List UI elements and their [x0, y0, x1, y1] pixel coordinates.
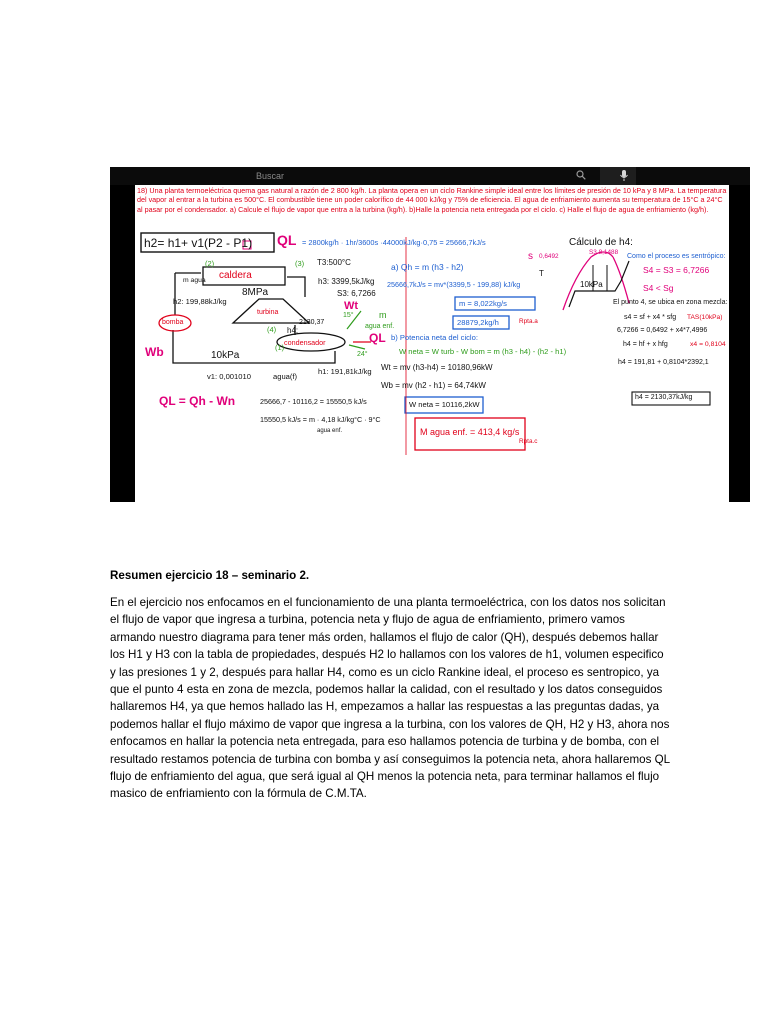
whiteboard [135, 185, 729, 502]
microphone-icon[interactable] [618, 169, 630, 182]
bomba-label: bomba [162, 319, 184, 326]
rpta-c-label: Rpta.c [519, 438, 538, 445]
state-4-label: (4) [267, 325, 277, 334]
h4-formula: h4 = hf + x hfg [623, 341, 668, 348]
mass-units: agua enf. [317, 428, 343, 434]
x4-value: x4 = 0,8104 [690, 341, 726, 348]
wb-calculation: Wb = mv (h2 - h1) = 64,74kW [381, 381, 486, 390]
h4-value: 2130,37 [299, 319, 325, 326]
h2-value: h2: 199,88kJ/kg [173, 297, 227, 306]
wt-calculation: Wt = mv (h3-h4) = 10180,96kW [381, 363, 493, 372]
m-label: m [379, 310, 387, 320]
ql-right-label: QL [369, 331, 386, 345]
mv-per-hour: 28879,2kg/h [457, 318, 499, 327]
agua-enf-label: agua enf. [365, 323, 395, 330]
s4-less-sg: S4 < Sg [643, 283, 674, 293]
problem-statement: 18) Una planta termoeléctrica quema gas natural a razón de 2 800 kg/h. La planta opera en un ciclo Rankine simple ideal entre los límites de presión de 10 kPa y 8 MPa. La temperatura del vapor al entrar a la turbina es 500°C. El combustible tiene un poder calorífico de 44 000 kJ/kg y 75% de eficiencia. El agua de enfriamiento aumenta su temperatura de 15°C a 24°C al pasar por el condensador. a) Calcule el flujo de vapor que entra a la turbina (kg/h). b)Halle la potencia neta entregada por el ciclo. c) Halle el flujo de agua de enfriamiento (kg/h). [137, 186, 727, 214]
video-search-bar [110, 167, 750, 185]
part-b-title: b) Potencia neta del ciclo: [391, 333, 478, 342]
wb-label: Wb [145, 345, 164, 359]
condensador-label: condensador [284, 338, 326, 347]
w-neta-equation: W neta = W turb - W bom = m (h3 - h4) - (h2 - h1) [399, 347, 567, 356]
h4-label: h4: [287, 326, 299, 335]
temp-15: 15° [343, 312, 354, 319]
ql-equation: QL = Qh - Wn [159, 394, 236, 408]
ts-t-axis: T [539, 269, 544, 278]
part-a-calculation: 25666,7kJ/s = mv*(3399,5 - 199,88) kJ/kg [387, 280, 521, 289]
document-title: Resumen ejercicio 18 – seminario 2. [110, 569, 310, 582]
s4-numeric: 6,7266 = 0,6492 + x4*7,4996 [617, 327, 708, 334]
ts-s-axis: s [528, 251, 533, 262]
p-high-label: 8MPa [242, 287, 269, 298]
mezcla-note: El punto 4, se ubica en zona mezcla: [613, 299, 728, 306]
ts-s3-value: S3 8,1488 [589, 249, 619, 256]
part-a-equation: a) Qh = m (h3 - h2) [391, 262, 464, 272]
s4-equals-s3: S4 = S3 = 6,7266 [643, 265, 710, 275]
search-label[interactable]: Buscar [256, 171, 285, 181]
state-2-label: (2) [205, 259, 215, 268]
h4-result: h4 = 2130,37kJ/kg [635, 394, 693, 401]
turbina-label: turbina [257, 309, 279, 316]
mv-result: m = 8,022kg/s [459, 299, 507, 308]
ts-pressure: 10kPa [580, 280, 603, 289]
ql-calculation: 25666,7 - 10116,2 = 15550,5 kJ/s [260, 397, 367, 406]
w-neta-result: W neta = 10116,2kW [409, 400, 480, 409]
state-3-label: (3) [295, 259, 305, 268]
qh-value: = 2800kg/h · 1hr/3600s ·44000kJ/kg·0,75 = 25666,7kJ/s [302, 238, 486, 247]
agua-f-label: agua(f) [273, 372, 298, 381]
h2-formula: h2= h1+ v1(P2 - P1) [144, 236, 253, 250]
m-agua-result: M agua enf. = 413,4 kg/s [420, 427, 520, 437]
h1-value: h1: 191,81kJ/kg [318, 367, 372, 376]
mass-calculation: 15550,5 kJ/s = m · 4,18 kJ/kg°C · 9°C [260, 415, 381, 424]
p-low-label: 10kPa [211, 350, 240, 361]
caldera-label: caldera [219, 270, 252, 281]
ql-label: QL [277, 232, 297, 248]
h3-value: h3: 3399,5kJ/kg [318, 277, 375, 286]
sentropico-note: Como el proceso es sentrópico: [627, 253, 726, 260]
m-agua-label: m agua [183, 277, 206, 284]
v1-value: v1: 0,001010 [207, 372, 251, 381]
t3-value: T3:500°C [317, 258, 351, 267]
state-1-label: (1) [275, 343, 285, 352]
s4-formula: s4 = sf + x4 * sfg [624, 314, 677, 321]
s3-value: S3: 6,7266 [337, 289, 376, 298]
calculo-h4-title: Cálculo de h4: [569, 237, 633, 248]
search-icon[interactable] [576, 170, 586, 180]
document-body: En el ejercicio nos enfocamos en el funcionamiento de una planta termoeléctrica, con los datos nos solicitan el flujo de vapor que ingresa a turbina, potencia neta y flujo de agua de enfriamiento, primero vamos armando nuestro diagrama para tener más orden, hallamos el flujo de calor (QH), después debemos hallar los H1 y H3 con la tabla de propiedades, después H2 lo hallamos con los valores de h1, volumen especifico y las presiones 1 y 2, después para hallar H4, como es un ciclo Rankine ideal, el proceso es sentropico, ya que el punto 4 esta en zona de mezcla, podemos hallar la calidad, con el resultado y los datos conseguidos hallaremos H4, ya que hemos hallado las H, empezamos a hallar las respuestas a las preguntas dadas, ya podemos hallar el flujo máximo de vapor que ingresa a la turbina, con los valores de QH, H2 y H3, ahora nos enfocamos en hallar la potencia neta entregada, para eso hallamos potencia de turbina y de bomba, con el resultado restamos potencia de turbina con bomba y así conseguimos la potencia neta, ahora hallaremos QL flujo de enfriamiento del agua, que será igual al QH menos la potencia neta, para terminar hallamos el flujo masico de enfriamiento con la fórmula de C.M.TA. [110, 596, 670, 801]
rpta-a-label: Rpta.a [519, 318, 538, 325]
wt-label: Wt [344, 300, 359, 312]
h4-numeric: h4 = 191,81 + 0,8104*2392,1 [618, 359, 709, 366]
ts-s1-value: 0,6492 [539, 253, 559, 260]
tas-label: TAS(10kPa) [687, 314, 723, 321]
embedded-lecture-screenshot [110, 167, 750, 502]
temp-24: 24° [357, 351, 368, 358]
